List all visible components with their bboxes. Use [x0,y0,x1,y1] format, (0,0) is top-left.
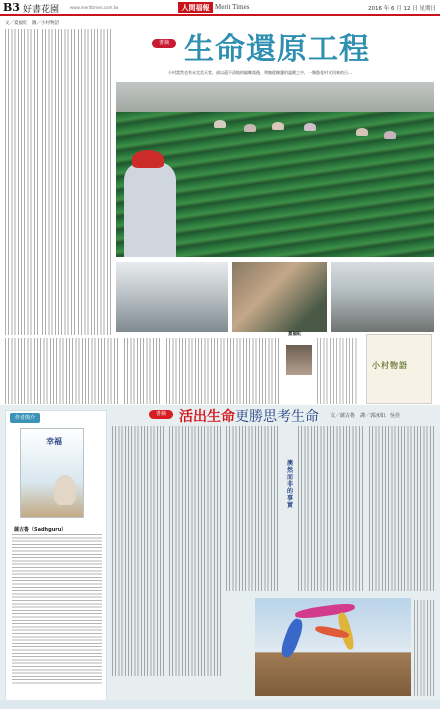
text-column [112,426,164,676]
top-story-left-text [5,20,113,335]
feature-badge: 書摘 [149,410,173,419]
photo-worker [272,122,284,130]
author-portrait [54,475,76,505]
photo-worker [356,128,368,136]
sidebar-text [12,534,102,686]
vertical-text-columns [5,29,113,335]
section-code: B3 [3,1,20,14]
book-title: 小村物語 [372,360,408,370]
kite-photo-caption [414,600,434,696]
text-column [369,426,434,591]
text-column [298,426,364,591]
photo-worker [214,120,226,128]
kite-photo [255,598,411,696]
top-story-text-block [166,338,281,404]
bottom-strip [0,700,440,709]
photo-worker [384,131,396,139]
author-name: 夏福紅 [288,332,302,337]
photo-sky [116,82,434,114]
feature-headline-blue: 更勝思考生命 [235,409,319,425]
feature-byline: 文／薩古魯 譯／郭冰如．吳佳 [330,413,401,419]
main-photo-farm-field [116,82,434,257]
top-story-text-block [5,338,120,404]
photo-worker [304,123,316,131]
photo-farmer [124,162,176,257]
text-column [5,29,40,335]
feature-headline [179,406,319,426]
photo-silt-harvest [116,262,228,332]
top-story-headline: 生命還原工程 [184,32,370,67]
paper-logo: 人間福報 [178,2,213,13]
feature-headline-red: 活出生命 [179,409,235,425]
section-url: www.merittimes.com.tw [70,5,119,10]
publication-date: 2016 年 6 月 12 日 星期日 [368,6,436,12]
text-column [226,426,278,591]
sidebar-tag: 作者簡介 [10,413,40,423]
text-column [169,426,221,676]
top-story-text-block [124,338,162,404]
paper-english-name: Merit Times [215,3,250,11]
top-story-byline: 文／夏福紅 圖／小村物語 [5,21,59,26]
photo-villagers [232,262,327,332]
author-bio [317,338,357,404]
photo-farmer-cap [132,150,164,168]
photo-salt-fields [331,262,434,332]
top-story-dek: 小村當然也有未完美天堂，部以還不清地的偏鄉落後，和無從擁護的溫暖之中，一類漁花村又回來的日… [168,70,352,75]
feature-book-author: 薩古魯（Sadhguru） [14,527,67,533]
text-column [42,29,77,335]
text-column [78,29,113,335]
photo-worker [244,124,256,132]
author-photo [286,345,312,375]
page-header [0,0,440,16]
photo-kite-ribbon [279,617,306,659]
section-name: 好書花園 [23,5,60,15]
feature-subhead: 澳然而非的事實 [287,460,294,509]
feature-book-title: 幸福 [46,436,62,446]
top-story-badge: 書摘 [152,39,176,48]
